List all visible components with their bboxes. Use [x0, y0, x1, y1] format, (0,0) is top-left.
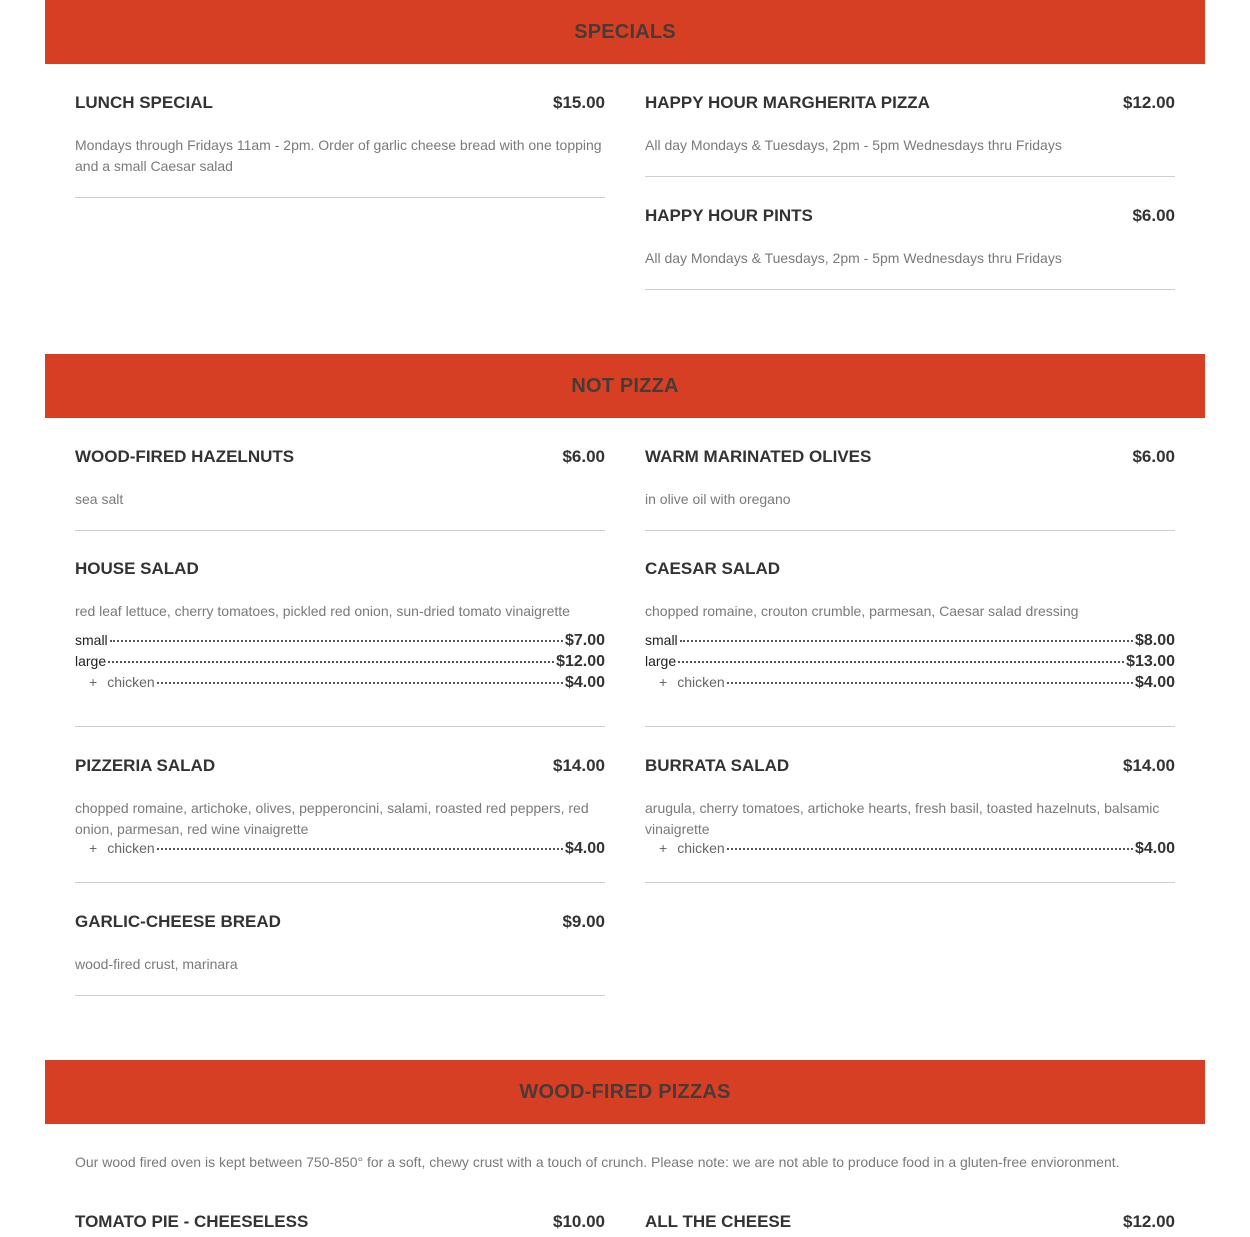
item-price: $9.00 — [562, 912, 605, 931]
item-name: CAESAR SALAD — [645, 559, 781, 578]
menu-item-burrata-salad — [645, 756, 1175, 861]
item-name: PIZZERIA SALAD — [75, 756, 216, 775]
item-name: HOUSE SALAD — [75, 559, 199, 578]
divider — [75, 995, 605, 996]
dot-leader — [157, 847, 563, 850]
option-price: $4.00 — [564, 840, 605, 857]
option-price: $12.00 — [556, 653, 605, 670]
menu-item-garlic-cheese-bread — [75, 912, 605, 975]
item-description: wood-fired crust, marinara — [75, 956, 238, 972]
divider — [75, 197, 605, 198]
item-description: in olive oil with oregano — [645, 491, 791, 507]
item-description: Mondays through Fridays 11am - 2pm. Order of garlic cheese bread with one topping and a small Caesar salad — [75, 137, 602, 174]
item-price: $10.00 — [553, 1212, 605, 1231]
option-label: chicken — [677, 840, 725, 856]
size-option-large — [75, 653, 605, 674]
divider — [645, 289, 1175, 290]
option-price: $4.00 — [564, 674, 605, 691]
menu-item-lunch-special — [75, 93, 605, 177]
menu-item-olives — [645, 447, 1175, 510]
section-header-specials — [45, 0, 1205, 64]
addon-option-chicken — [75, 840, 605, 861]
section-header-not-pizza — [45, 354, 1205, 418]
section-title: SPECIALS — [574, 20, 676, 43]
item-price: $6.00 — [1132, 447, 1175, 466]
item-name: TOMATO PIE - CHEESELESS — [75, 1212, 309, 1231]
item-name: WARM MARINATED OLIVES — [645, 447, 872, 466]
size-option-large — [645, 653, 1175, 674]
item-name: HAPPY HOUR MARGHERITA PIZZA — [645, 93, 930, 112]
menu-item-all-the-cheese — [645, 1212, 1175, 1236]
item-price: $6.00 — [1132, 206, 1175, 225]
option-label: large — [75, 653, 107, 669]
item-description: chopped romaine, crouton crumble, parmesan, Caesar salad dressing — [645, 603, 1079, 619]
divider — [645, 176, 1175, 177]
item-price: $15.00 — [553, 93, 605, 112]
section-title: WOOD-FIRED PIZZAS — [519, 1080, 731, 1103]
divider — [645, 882, 1175, 883]
plus-icon: + — [89, 674, 98, 690]
section-header-pizzas — [45, 1060, 1205, 1124]
menu-item-caesar-salad — [645, 559, 1175, 695]
plus-icon: + — [659, 674, 668, 690]
dot-leader — [108, 660, 554, 663]
dot-leader — [727, 681, 1133, 684]
option-price: $4.00 — [1134, 840, 1175, 857]
item-description: red leaf lettuce, cherry tomatoes, pickled red onion, sun-dried tomato vinaigrette — [75, 603, 570, 619]
item-price: $6.00 — [562, 447, 605, 466]
option-label: large — [645, 653, 677, 669]
item-name: WOOD-FIRED HAZELNUTS — [75, 447, 295, 466]
addon-option-chicken — [75, 674, 605, 695]
item-price: $14.00 — [553, 756, 605, 775]
item-description: sea salt — [75, 491, 124, 507]
option-label: small — [645, 632, 678, 648]
menu-item-hazelnuts — [75, 447, 605, 510]
divider — [645, 530, 1175, 531]
option-label: chicken — [107, 840, 155, 856]
plus-icon: + — [659, 840, 668, 856]
menu-item-tomato-pie — [75, 1212, 605, 1236]
item-description: All day Mondays & Tuesdays, 2pm - 5pm Wednesdays thru Fridays — [645, 250, 1062, 266]
section-intro: Our wood fired oven is kept between 750-850° for a soft, chewy crust with a touch of crunch. Please note: we are not able to produce food in a gluten-free envioronment. — [75, 1154, 1120, 1170]
dot-leader — [157, 681, 563, 684]
plus-icon: + — [89, 840, 98, 856]
option-price: $7.00 — [564, 632, 605, 649]
section-title: NOT PIZZA — [571, 374, 679, 397]
item-price: $12.00 — [1123, 1212, 1175, 1231]
menu-item-happy-hour-pints — [645, 206, 1175, 269]
item-name: BURRATA SALAD — [645, 756, 790, 775]
item-name: LUNCH SPECIAL — [75, 93, 213, 112]
size-option-small — [645, 632, 1175, 653]
divider — [75, 726, 605, 727]
option-label: small — [75, 632, 108, 648]
divider — [645, 726, 1175, 727]
option-price: $8.00 — [1134, 632, 1175, 649]
divider — [75, 882, 605, 883]
menu-item-pizzeria-salad — [75, 756, 605, 861]
size-option-small — [75, 632, 605, 653]
dot-leader — [110, 639, 563, 642]
item-price: $14.00 — [1123, 756, 1175, 775]
item-price: $12.00 — [1123, 93, 1175, 112]
item-name: ALL THE CHEESE — [645, 1212, 792, 1231]
divider — [75, 530, 605, 531]
option-price: $13.00 — [1126, 653, 1175, 670]
item-description: All day Mondays & Tuesdays, 2pm - 5pm Wednesdays thru Fridays — [645, 137, 1062, 153]
addon-option-chicken — [645, 840, 1175, 861]
dot-leader — [680, 639, 1133, 642]
item-description: arugula, cherry tomatoes, artichoke hearts, fresh basil, toasted hazelnuts, balsamic vinaigrette — [645, 800, 1160, 837]
item-name: HAPPY HOUR PINTS — [645, 206, 813, 225]
addon-option-chicken — [645, 674, 1175, 695]
item-description: chopped romaine, artichoke, olives, pepperoncini, salami, roasted red peppers, red onion, parmesan, red wine vinaigrette — [75, 800, 589, 837]
item-name: GARLIC-CHEESE BREAD — [75, 912, 281, 931]
option-label: chicken — [677, 674, 725, 690]
menu-item-house-salad — [75, 559, 605, 695]
dot-leader — [727, 847, 1133, 850]
menu-item-happy-hour-pizza — [645, 93, 1175, 156]
option-label: chicken — [107, 674, 155, 690]
option-price: $4.00 — [1134, 674, 1175, 691]
dot-leader — [678, 660, 1124, 663]
